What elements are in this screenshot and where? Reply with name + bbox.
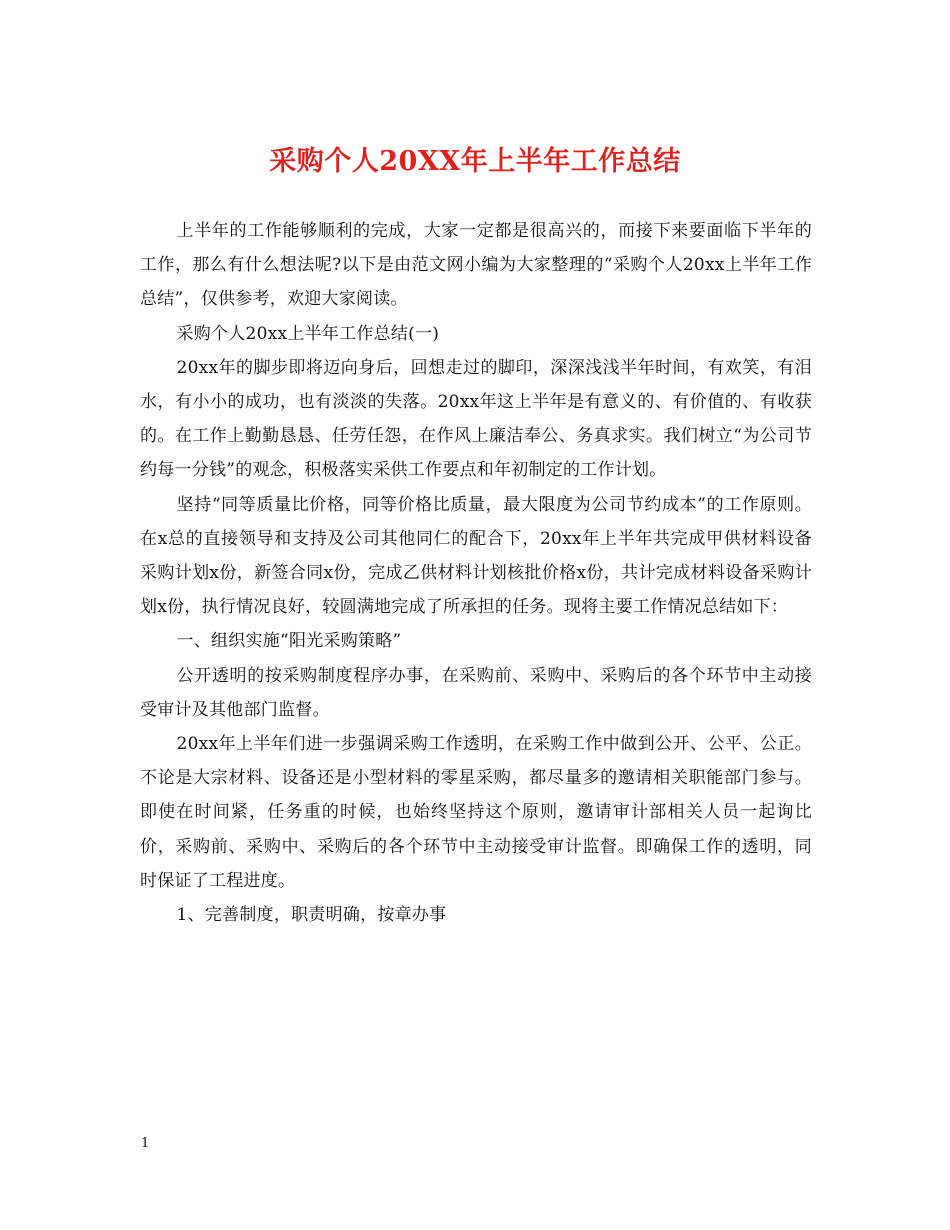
subsection-heading: 1、完善制度，职责明确，按章办事 [176, 905, 447, 926]
section-heading-part-one: 采购个人20xx上半年工作总结(一) [176, 323, 440, 344]
body-paragraph: 20xx年上半年们进一步强调采购工作透明，在采购工作中做到公开、公平、公正。不论是大宗材料、设备还是小型材料的零星采购，都尽量多的邀请相关职能部门参与。即使在时间紧，任务重的时候，也始终坚持这个原则，邀请审计部相关人员一起询比价，采购前、采购中、采购后的各个环节中主动接受审计监督。即确保工作的透明，同时保证了工程进度。 [140, 734, 812, 891]
body-paragraph: 坚持“同等质量比价格，同等价格比质量，最大限度为公司节约成本”的工作原则。在x总的直接领导和支持及公司其他同仁的配合下，20xx年上半年共完成甲供材料设备采购计划x份，新签合同x份，完成乙供材料计划核批价格x份，共计完成材料设备采购计划x份，执行情况良好，较圆满地完成了所承担的任务。现将主要工作情况总结如下： [140, 494, 812, 618]
section-heading-sunshine-procurement: 一、组织实施“阳光采购策略” [176, 631, 402, 652]
document-body [140, 214, 812, 932]
body-paragraph: 20xx年的脚步即将迈向身后，回想走过的脚印，深深浅浅半年时间，有欢笑，有泪水，有小小的成功，也有淡淡的失落。20xx年这上半年是有意义的、有价值的、有收获的。在工作上勤勤恳恳、任劳任怨，在作风上廉洁奉公、务真求实。我们树立“为公司节约每一分钱”的观念，积极落实采供工作要点和年初制定的工作计划。 [140, 357, 812, 481]
intro-paragraph: 上半年的工作能够顺利的完成，大家一定都是很高兴的，而接下来要面临下半年的工作，那么有什么想法呢?以下是由范文网小编为大家整理的“采购个人20xx上半年工作总结”，仅供参考，欢迎大家阅读。 [140, 221, 812, 310]
body-paragraph: 公开透明的按采购制度程序办事，在采购前、采购中、采购后的各个环节中主动接受审计及其他部门监督。 [140, 665, 812, 720]
page-number: 1 [141, 1136, 150, 1151]
document-title: 采购个人20XX年上半年工作总结 [269, 146, 681, 177]
